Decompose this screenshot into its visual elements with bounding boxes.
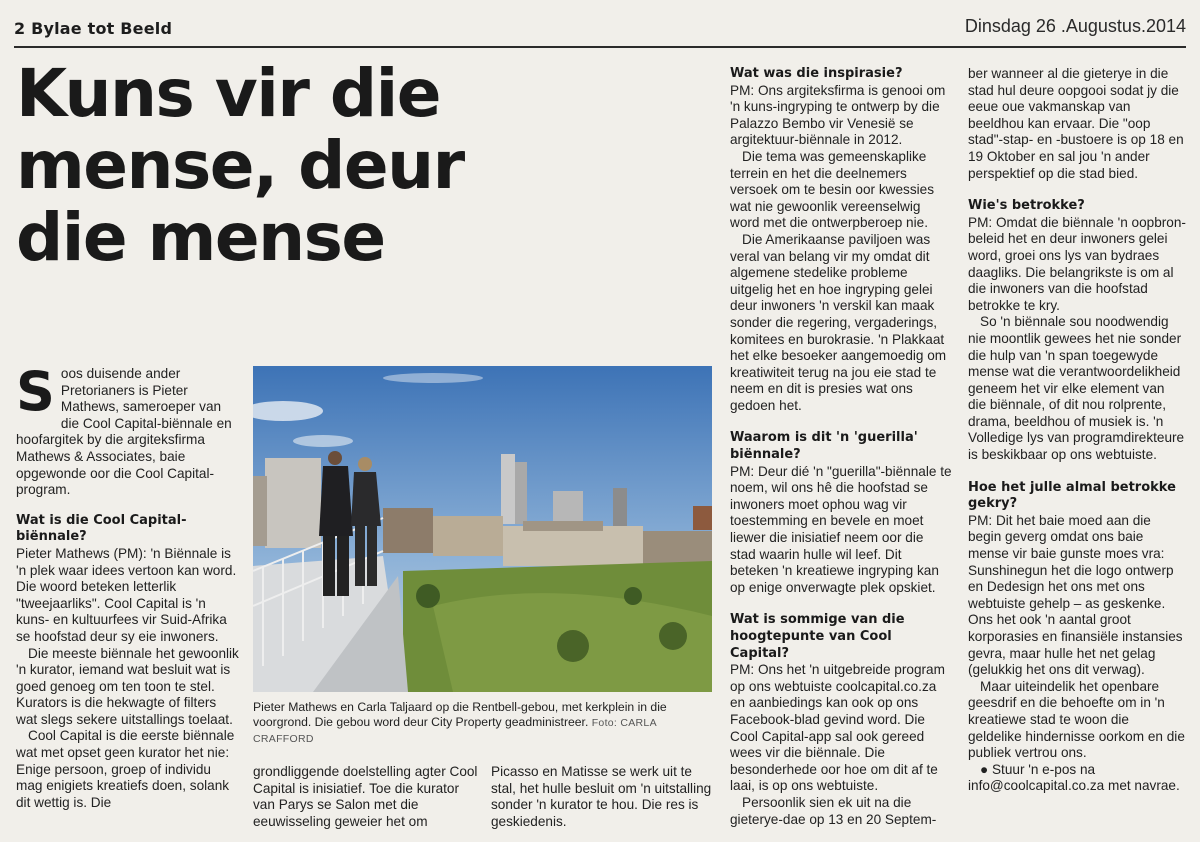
rooftop-photo [253, 366, 712, 692]
answer-2-paragraph-2: Die tema was gemeenskaplike terrein en het die deelnemers versoek om te besin oor kwessies wat nie gewoonlik vereenselwig word met die ontwerpberoep nie. [730, 148, 934, 231]
column-2 [253, 764, 479, 830]
column-5-continued: ber wanneer al die gieterye in die stad hul deure oopgooi sodat jy die eeue oue vakmanskap van beeldhou kan ervaar. Die "oop stad"-stap- en -bustoere is op 18 en 19 Oktober en sal jou 'n ander perspektief op die stad bied. [968, 66, 1184, 181]
contact-note: ● Stuur 'n e-pos na info@coolcapital.co.za met navrae. [968, 761, 1180, 794]
column-4 [730, 66, 952, 828]
answer-5: PM: Omdat die biënnale 'n oopbron-beleid het en deur inwoners gelei word, groei ons lys van bydraes daagliks. Die belangrikste is om al die inwoners van die hoofstad betrokke te kry. [968, 214, 1186, 313]
photo-credit: Foto: CARLA CRAFFORD [253, 717, 657, 745]
drop-cap: S [16, 360, 55, 423]
masthead [14, 16, 1186, 48]
column-2-text: grondliggende doelstelling agter Cool Capital is inisiatief. Toe die kurator van Parys se Salon met die eeuwisseling geweier het om [253, 764, 478, 829]
column-3-text: Picasso en Matisse se werk uit te stal, het hulle besluit om 'n uitstalling sonder 'n kurator te hou. Die res is geskiedenis. [491, 764, 712, 829]
question-5: Wie's betrokke? [968, 198, 1085, 214]
question-4: Wat is sommige van die hoogtepunte van Cool Capital? [730, 612, 905, 661]
answer-1: Pieter Mathews (PM): 'n Biënnale is 'n plek waar idees vertoon kan word. Die woord beteken letterlik "tweejaarliks". Cool Capital is 'n kuns- en kultuurfees vir Suid-Afrika se hoofstad deur sy eie inwoners. [16, 545, 237, 644]
question-6: Hoe het julle almal betrokke gekry? [968, 479, 1176, 512]
answer-2: PM: Ons argiteksfirma is genooi om 'n kuns-ingryping te ontwerp by die Palazzo Bembo vir Venesië se argitektuur-biënnale in 2012. [730, 82, 946, 148]
answer-6: PM: Dit het baie moed aan die begin geverg omdat ons baie mense vir baie gunste moes vra: Sunshinegun het die logo ontwerp en Dedesign het ons met ons webtuiste gehelp – as geskenke. Ons het ook 'n aantal groot korporasies en finansiële instansies gevra, maar hulle het net gelag (gelukkig het ons dit verwag). [968, 512, 1183, 678]
caption-text: Pieter Mathews en Carla Taljaard op die Rentbell-gebou, met kerkplein in die voorgrond. Die gebou word deur City Property geadministreer. [253, 700, 667, 729]
question-1: Wat is die Cool Capital-biënnale? [16, 512, 187, 545]
answer-2-paragraph-3: Die Amerikaanse paviljoen was veral van belang vir my omdat dit algemene stedelike probleme uitgelig het en hoe ingryping gelei deur inwoners 'n verskil kan maak sonder die regering, vergaderings, komitees en burokrasie. 'n Plakkaat het elke besoeker aangemoedig om kreatiwiteit terug na jou eie stad te neem en dit is presies wat ons gedoen het. [730, 231, 947, 413]
answer-4: PM: Ons het 'n uitgebreide program op ons webtuiste coolcapital.co.za en aanbiedings kan ook op ons Facebook-blad gevind word. Die Cool Capital-app sal ook gereed wees vir die biënnale. Die besonderhede oor hoe om dit af te laai, is op ons webtuiste. [730, 662, 945, 794]
question-2: Wat was die inspirasie? [730, 66, 903, 81]
headline-line-1: Kuns vir die [16, 55, 441, 132]
column-5 [968, 66, 1186, 795]
headline-line-2: mense, deur [16, 127, 464, 204]
answer-5-paragraph-2: So 'n biënnale sou noodwendig nie moontlik gewees het nie sonder die hulp van 'n span toegewyde mense wat die verantwoordelikheid geneem het vir elke element van die biënnale, of dit nou rolprente, drama, beeldhou of musiek is. 'n Volledige lys van programdirekteure is beskikbaar op ons webtuiste. [968, 314, 1185, 463]
issue-date: Dinsdag 26 .Augustus.2014 [964, 16, 1186, 36]
headline-line-3: die mense [16, 199, 385, 276]
column-1 [16, 360, 240, 811]
column-3 [491, 764, 715, 830]
section-label: 2 Bylae tot Beeld [14, 19, 173, 38]
question-3: Waarom is dit 'n 'guerilla' biënnale? [730, 430, 918, 463]
answer-1-paragraph-2: Die meeste biënnale het gewoonlik 'n kurator, iemand wat besluit wat is goed genoeg om ten toon te stel. Kurators is die hekwagte of filters wat slegs sekere uitstallings toelaat. [16, 645, 239, 727]
headline [16, 55, 706, 276]
photo-caption [253, 700, 715, 747]
answer-3: PM: Deur dié 'n "guerilla"-biënnale te noem, wil ons hê die hoofstad se inwoners moet ophou wag vir toestemming en bevele en moet liewer die inisiatief neem oor die stad waarin hulle wil leef. Dit beteken 'n kreatiewe ingryping kan op enige onverwagte plek opskiet. [730, 463, 952, 595]
photo-image [253, 366, 712, 692]
answer-4-paragraph-2: Persoonlik sien ek uit na die gieterye-dae op 13 en 20 Septem- [730, 794, 937, 827]
answer-1-paragraph-3: Cool Capital is die eerste biënnale wat met opset geen kurator het nie: Enige persoon, groep of individu mag enigiets kreatiefs doen, solank dit wettig is. Die [16, 728, 235, 810]
intro-paragraph: Soos duisende ander Pretorianers is Pieter Mathews, sameroeper van die Cool Capital-biënnale en hoofargitek by die argiteksfirma Mathews & Associates, baie opgewonde oor die Cool Capital-program. [16, 360, 232, 498]
answer-6-paragraph-2: Maar uiteindelik het openbare geesdrif en die behoefte om in 'n kreatiewe stad te woon die geldelike hindernisse oorkom en die publiek vertrou ons. [968, 678, 1185, 761]
